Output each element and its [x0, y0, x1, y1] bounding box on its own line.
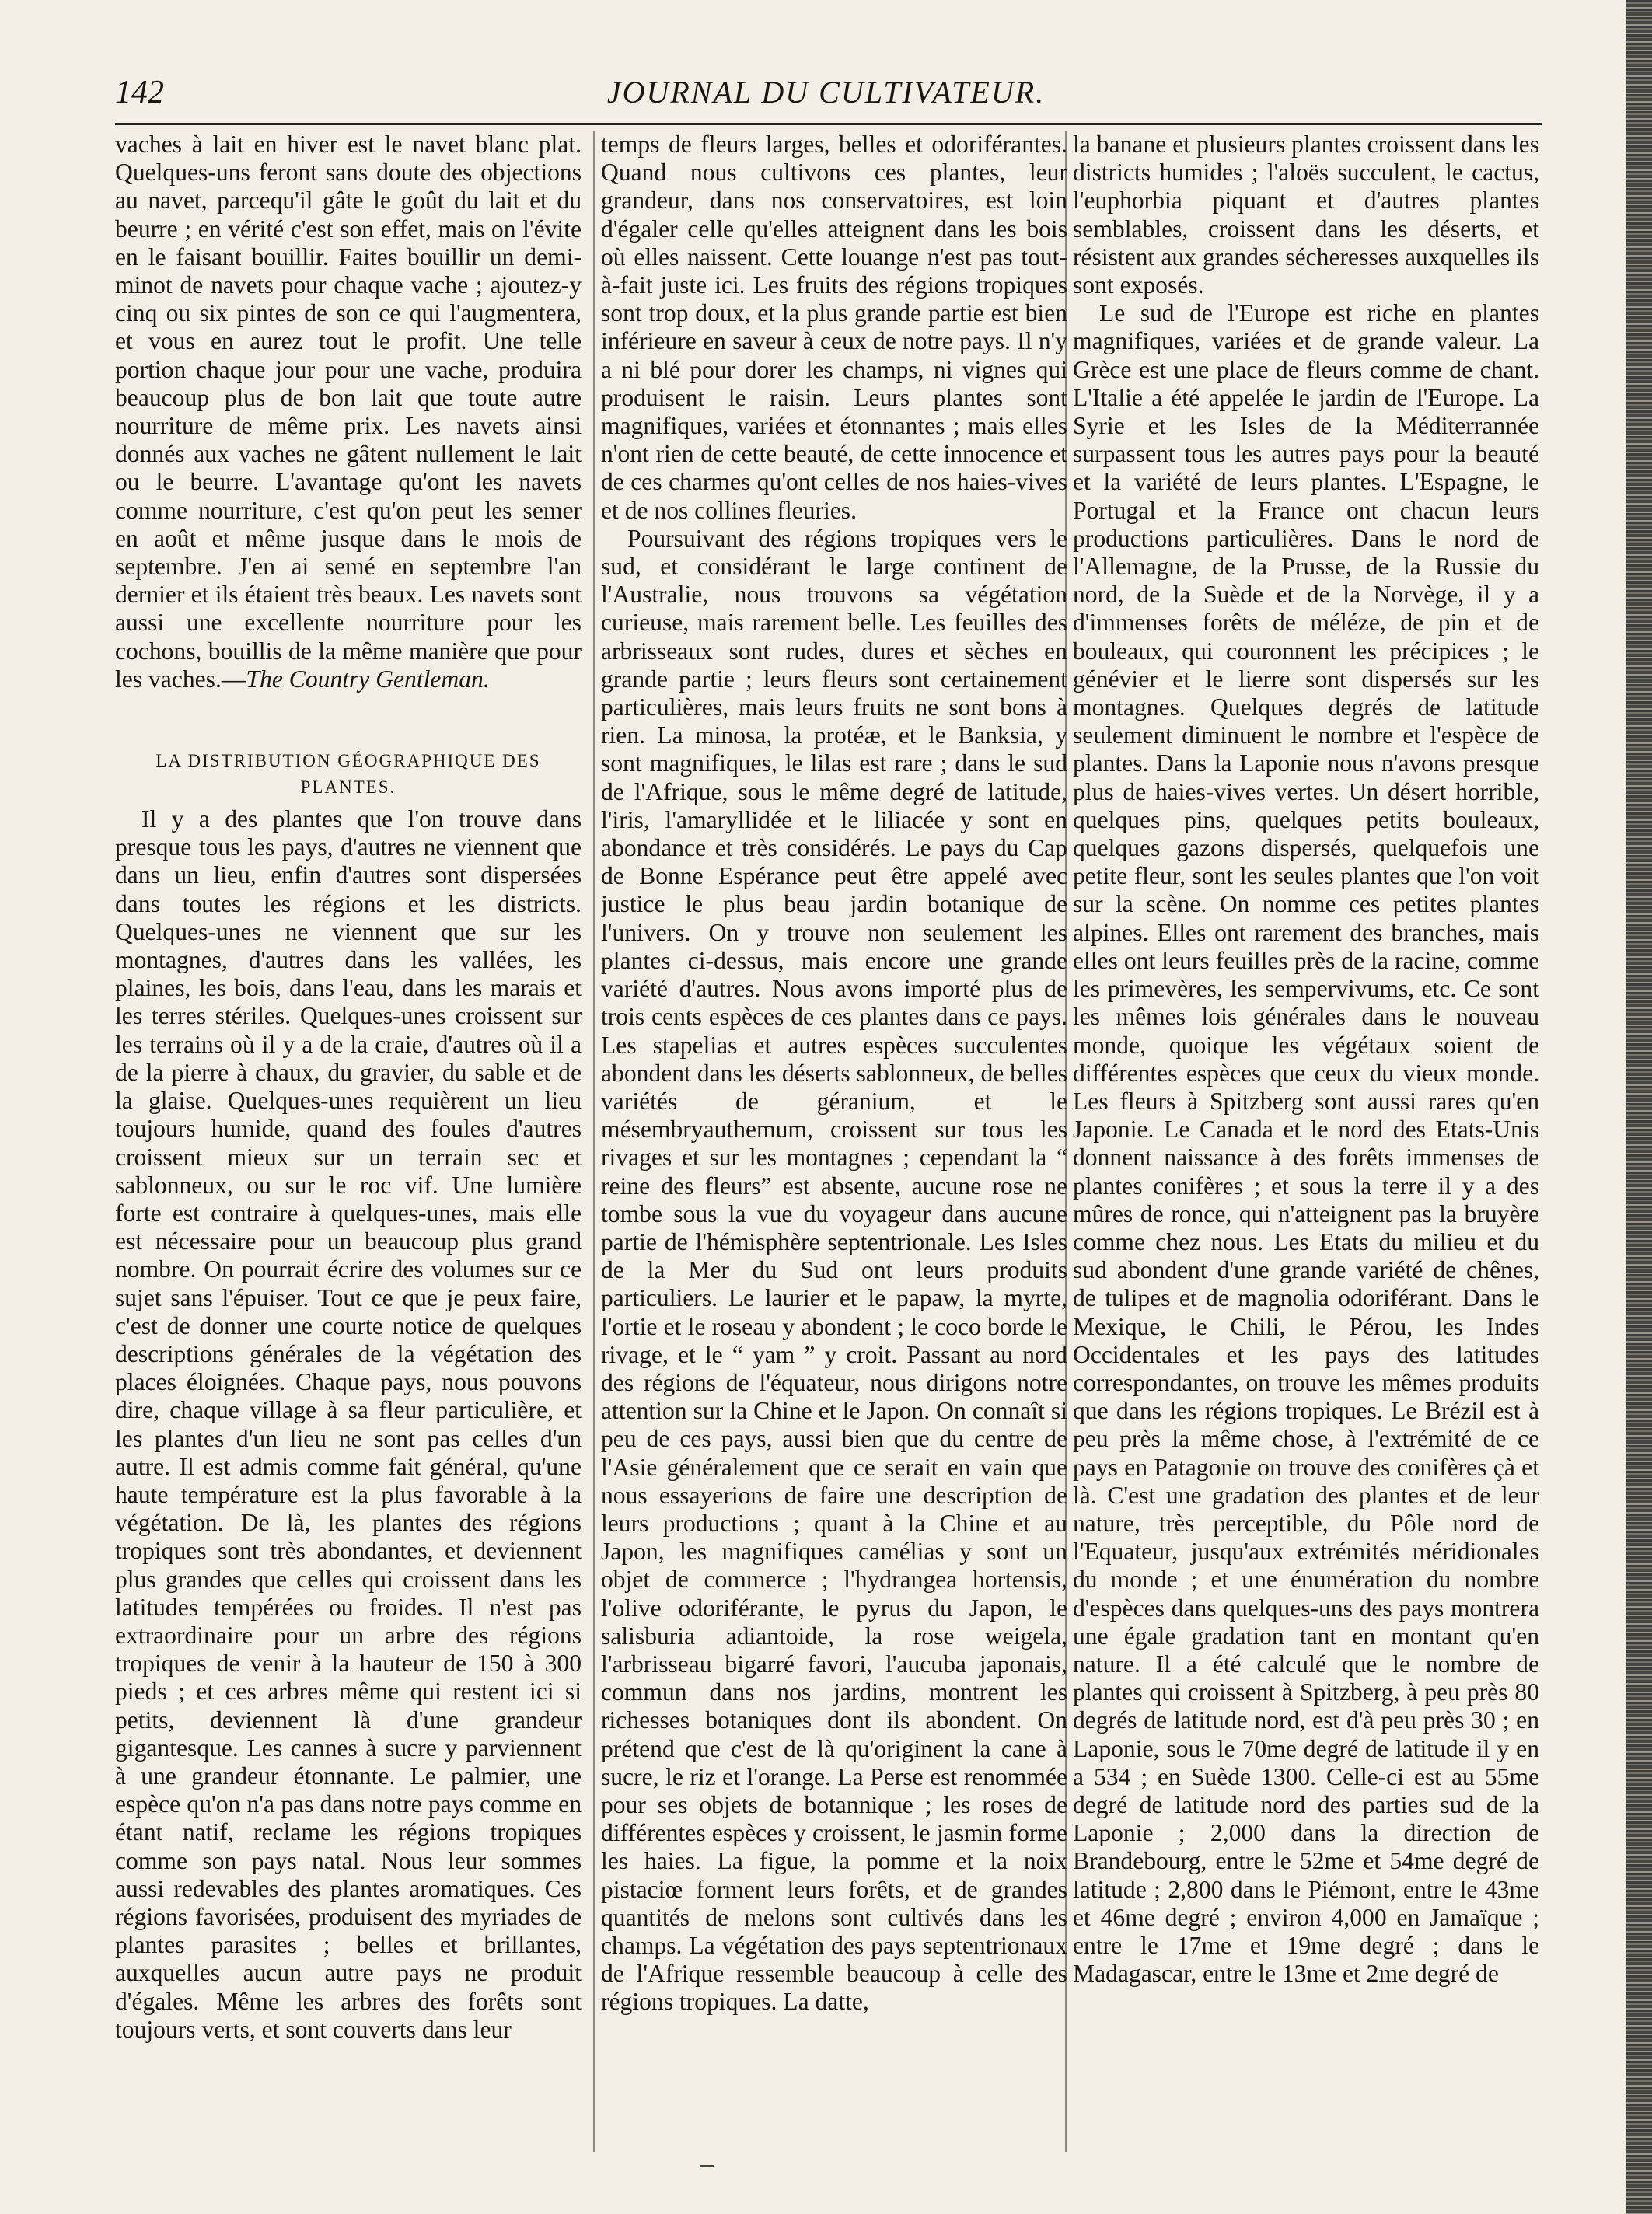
header-rule: [115, 123, 1542, 125]
ink-mark: [700, 2165, 714, 2167]
source-attribution: The Country Gentleman.: [246, 665, 490, 693]
page-header: [0, 74, 1652, 120]
paragraph: Il y a des plantes que l'on trouve dans presque tous les pays, d'autres ne viennent que dans un lieu, enfin d'autres sont dispersées dans toutes les régions et les districts. Quelques-unes ne viennent que sur les montagnes, d'autres dans les vallées, les plaines, les bois, dans l'eau, dans les marais et les terres stériles. Quelques-unes croissent sur les terrains où il y a de la craie, d'autres où il a de la pierre à chaux, du gravier, du sable et de la glaise. Quelques-unes requièrent un lieu toujours humide, quand des foules d'autres croissent mieux sur un terrain sec et sablonneux, ou sur le roc vif. Une lumière forte est contraire à quelques-unes, mais elle est nécessaire pour un beaucoup plus grand nombre. On pourrait écrire des volumes sur ce sujet sans l'épuiser. Tout ce que je peux faire, c'est de donner une courte notice de quelques descriptions générales de la végétation des places éloignées. Chaque pays, nous pouvons dire, chaque village à sa fleur particulière, et les plantes d'un lieu ne sont pas celles d'un autre. Il est admis comme fait général, qu'une haute température est la plus favorable à la végétation. De là, les plantes des régions tropiques sont très abondantes, et deviennent plus grandes que celles qui croissent dans les latitudes tempérées ou froides. Il n'est pas extraordinaire pour un arbre des régions tropiques de venir à la hauteur de 150 à 300 pieds ; et ces arbres même qui restent ici si petits, deviennent là d'une grandeur gigantesque. Les cannes à sucre y parviennent à une grandeur étonnante. Le palmier, une espèce qu'on n'a pas dans notre pays comme en étant natif, reclame les régions tropiques comme son pays natal. Nous leur sommes aussi redevables des plantes aromatiques. Ces régions favorisées, produisent des myriades de plantes parasites ; belles et brillantes, auxquelles aucun autre pays ne produit d'égales. Même les arbres des forêts sont toujours verts, et sont couverts dans leur: [115, 805, 582, 2043]
page-number: 142: [115, 75, 164, 110]
section-heading: LA DISTRIBUTION GÉOGRAPHIQUE DES PLANTES.: [155, 751, 541, 798]
paragraph: Le sud de l'Europe est riche en plantes magnifiques, variées et de grande valeur. La Grèce est une place de fleurs comme de chant. L'Italie a été appelée le jardin de l'Europe. La Syrie et les Isles de la Méditerrannée surpassent tous les autres pays pour la beauté et la variété de leurs plantes. L'Espagne, le Portugal et la France ont chacun leurs productions particulières. Dans le nord de l'Allemagne, de la Prusse, de la Russie du nord, de la Suède et de la Norvège, il y a d'immenses forêts de méléze, de pin et de bouleaux, qui couronnent les précipices ; le génévier et le lierre sont dispersés sur les montagnes. Quelques degrés de latitude seulement diminuent le nombre et l'espèce de plantes. Dans la Laponie nous n'avons presque plus de haies-vives vertes. Un désert horrible, quelques pins, quelques petits bouleaux, quelques gazons dispersés, quelquefois une petite fleur, sont les seules plantes que l'on voit sur la scène. On nomme ces petites plantes alpines. Elles ont rarement des branches, mais elles ont leurs feuilles près de la racine, comme les primevères, les sempervivums, etc. Ce sont les mêmes lois générales dans le nouveau monde, quoique les végétaux soient de différentes espèces que ceux du vieux monde. Les fleurs à Spitzberg sont aussi rares qu'en Japonie. Le Canada et le nord des Etats-Unis donnent naissance à des forêts immenses de plantes conifères ; et sous la terre il y a des mûres de ronce, qui n'atteignent pas la bruyère comme chez nous. Les Etats du milieu et du sud abondent d'une grande variété de chênes, de tulipes et de magnolia odoriférant. Dans le Mexique, le Chili, le Pérou, les Indes Occidentales et les pays des latitudes correspondantes, on trouve les mêmes produits que dans les régions tropiques. Le Brézil est à peu près la même chose, à l'extrémité de ce pays en Patagonie on trouve des conifères çà et là. C'est une gradation des plantes et de leur nature, très perceptible, du Pôle nord de l'Equateur, jusqu'aux extrémités méridionales du monde ; et une énumération du nombre d'espèces dans quelques-uns des pays montrera une égale gradation tant en montant qu'en nature. Il a été calculé que le nombre de plantes qui croissent à Spitzberg, à peu près 80 degrés de latitude nord, est d'à peu près 30 ; en Laponie, sous le 70me degré de latitude il y en a 534 ; en Suède 1300. Celle-ci est au 55me degré de latitude nord des parties sud de la Laponie ; 2,000 dans la direction de Brandebourg, entre le 52me et 54me degré de latitude ; 2,800 dans le Piémont, entre le 43me et 46me degré ; environ 4,000 en Jamaïque ; entre le 17me et 19me degré ; dans le Madagascar, entre le 13me et 2me degré de: [1073, 299, 1539, 1988]
column-divider: [593, 131, 595, 2152]
paragraph: [115, 131, 582, 693]
paragraph: la banane et plusieurs plantes croissent dans les districts humides ; l'aloës succulent, le cactus, l'euphorbia piquant et d'autres plantes semblables, croissent dans les déserts, et résistent aux grandes sécheresses auxquelles ils sont exposés.: [1073, 131, 1539, 299]
text-column-3: [1073, 131, 1539, 2152]
running-title: JOURNAL DU CULTIVATEUR.: [606, 75, 1046, 110]
paragraph-text: vaches à lait en hiver est le navet blanc plat. Quelques-uns feront sans doute des objections au navet, parcequ'il gâte le goût du lait et du beurre ; en vérité c'est son effet, mais on l'évite en le faisant bouillir. Faites bouillir un demi-minot de navets pour chaque vache ; ajoutez-y cinq ou six pintes de son ce qui l'augmentera, et vous en aurez tout le profit. Une telle portion chaque jour pour une vache, produira beaucoup plus de bon lait que toute autre nourriture de même prix. Les navets ainsi donnés aux vaches ne gâtent nullement le lait ou le beurre. L'avantage qu'ont les navets comme nourriture, c'est qu'on peut les semer en août et même jusque dans le mois de septembre. J'en ai semé en septembre l'an dernier et ils étaient très beaux. Les navets sont aussi une excellente nourriture pour les cochons, bouillis de la même manière que pour les vaches.—: [115, 131, 582, 693]
paragraph: temps de fleurs larges, belles et odoriférantes. Quand nous cultivons ces plantes, leur grandeur, dans nos conservatoires, est loin d'égaler celle qu'elles atteignent dans les bois où elles naissent. Cette louange n'est pas tout-à-fait juste ici. Les fruits des régions tropiques sont trop doux, et la plus grande partie est bien inférieure en saveur à ceux de notre pays. Il n'y a ni blé pour dorer les champs, ni vignes qui produisent le raisin. Leurs plantes sont magnifiques, variées et étonnantes ; mais elles n'ont rien de cette beauté, de cette innocence et de ces charmes qu'ont celles de nos haies-vives et de nos collines fleuries.: [601, 131, 1067, 524]
text-column-1: [115, 131, 582, 2152]
scan-binding-edge: [1626, 0, 1652, 2214]
paragraph: Poursuivant des régions tropiques vers le sud, et considérant le large continent de l'Australie, nous trouvons sa végétation curieuse, mais rarement belle. Les feuilles des arbrisseaux sont rudes, dures et sèches en grande partie ; leurs fleurs sont certainement particulières, mais leurs fruits ne sont bons à rien. La minosa, la protéæ, et le Banksia, y sont magnifiques, le lilas est rare ; dans le sud de l'Afrique, sous le même degré de latitude, l'iris, l'amaryllidée et le liliacée y sont en abondance et très considérés. Le pays du Cap de Bonne Espérance peut être appelé avec justice le plus beau jardin botanique de l'univers. On y trouve non seulement les plantes ci-dessus, mais encore une grande variété d'autres. Nous avons importé plus de trois cents espèces de ces plantes dans ce pays. Les stapelias et autres espèces succulentes abondent dans les déserts sablonneux, de belles variétés de géranium, et le mésembryauthemum, croissent sur tous les rivages et sur les montagnes ; cependant la “ reine des fleurs” est absente, aucune rose ne tombe sous la vue du voyageur dans aucune partie de l'hémisphère septentrionale. Les Isles de la Mer du Sud ont leurs produits particuliers. Le laurier et le papaw, la myrte, l'ortie et le roseau y abondent ; le coco borde le rivage, et le “ yam ” y croit. Passant au nord des régions de l'équateur, nous dirigons notre attention sur la Chine et le Japon. On connaît si peu de ces pays, aussi bien que du centre de l'Asie généralement que ce serait en vain que nous essayerions de faire une description de leurs productions ; quant à la Chine et au Japon, les magnifiques camélias y sont un objet de commerce ; l'hydrangea hortensis, l'olive odoriférante, le pyrus du Japon, le salisburia adiantoide, la rose weigela, l'arbrisseau bigarré favori, l'aucuba japonais, commun dans nos jardins, montrent les richesses botaniques dont ils abondent. On prétend que c'est de là qu'originent la cane à sucre, le riz et l'orange. La Perse est renommée pour ses objets de botannique ; les roses de différentes espèces y croissent, le jasmin forme les haies. La figue, la pomme et la noix pistaciœ forment leurs forêts, et de grandes quantités de melons sont cultivés dans les champs. La végétation des pays septentrionaux de l'Afrique ressemble beaucoup à celle des régions tropiques. La datte,: [601, 524, 1067, 2016]
text-column-2: [601, 131, 1067, 2152]
